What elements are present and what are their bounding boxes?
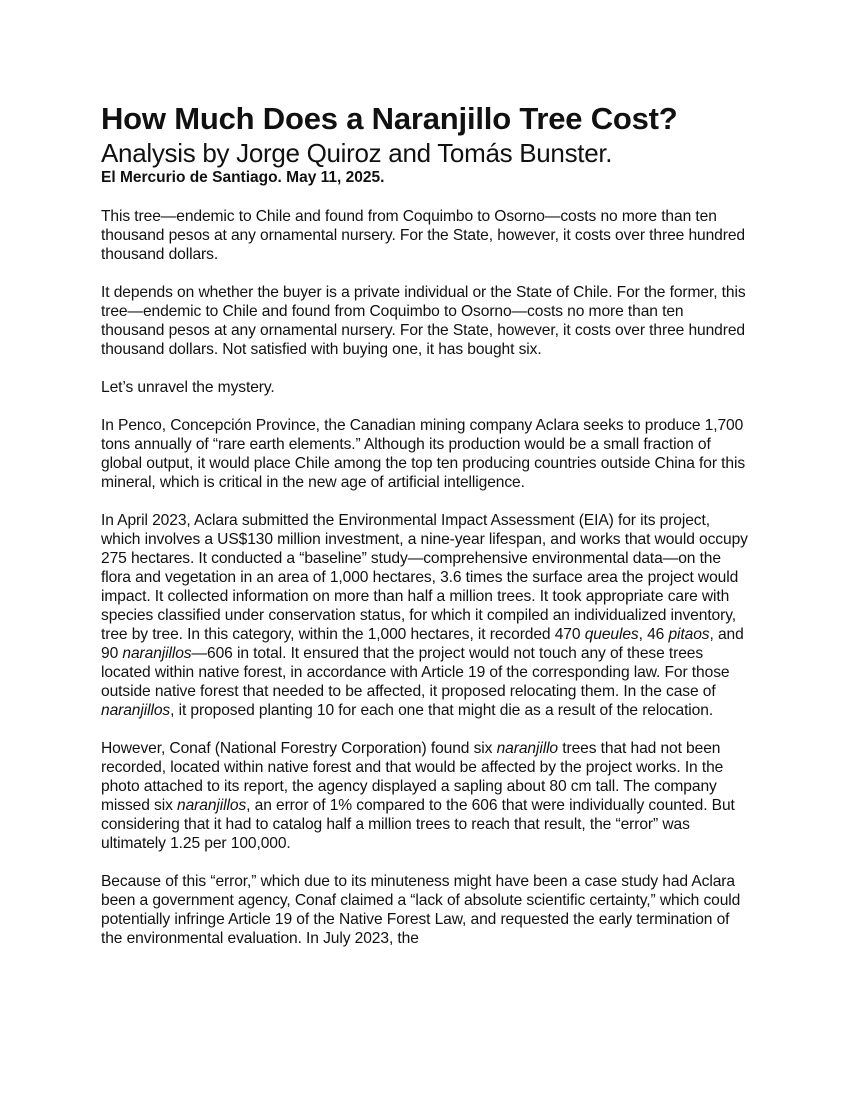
paragraph-5-text-c: , and 90 <box>101 626 744 662</box>
paragraph-5-text-a: In April 2023, Aclara submitted the Environmental Impact Assessment (EIA) for its project, which involves a US$130 million investment, a nine-year lifespan, and works that would occupy 275 hectares. It conducted a “baseline” study—comprehensive environmental data—on the flora and vegetation in an area of 1,000 hectares, 3.6 times the surface area the project would impact. It collected information on more than half a million trees. It took appropriate care with species classified under conservation status, for which it compiled an individualized inventory, tree by tree. In this category, within the 1,000 hectares, it recorded 470 <box>101 512 748 643</box>
article-subtitle: Analysis by Jorge Quiroz and Tomás Bunster. <box>101 138 613 168</box>
paragraph-3: Let’s unravel the mystery. <box>101 379 275 396</box>
species-naranjillos: naranjillos <box>101 702 171 719</box>
species-queules: queules <box>584 626 639 643</box>
paragraph-7: Because of this “error,” which due to its minuteness might have been a case study had Aclara been a government agency, Conaf claimed a “lack of absolute scientific certainty,” which could potentially infringe Article 19 of the Native Forest Law, and requested the early termination of the environmental evaluation. In July 2023, the <box>101 873 741 947</box>
paragraph-6-text-c: , an error of 1% compared to the 606 that were individually counted. But considering that it had to catalog half a million trees to reach that result, the “error” was ultimately 1.25 per 100,000. <box>101 797 735 852</box>
paragraph-5-text-b: , 46 <box>638 626 669 643</box>
paragraph-6-text-a: However, Conaf (National Forestry Corporation) found six <box>101 740 497 757</box>
paragraph-6 <box>101 739 751 853</box>
species-naranjillos: naranjillos <box>122 645 192 662</box>
species-naranjillos: naranjillos <box>177 797 247 814</box>
paragraph-5 <box>101 511 751 720</box>
paragraph-4: In Penco, Concepción Province, the Canadian mining company Aclara seeks to produce 1,700 tons annually of “rare earth elements.” Although its production would be a small fraction of global output, it would place Chile among the top ten producing countries outside China for this mineral, which is critical in the new age of artificial intelligence. <box>101 417 746 491</box>
paragraph-1: This tree—endemic to Chile and found from Coquimbo to Osorno—costs no more than ten thousand pesos at any ornamental nursery. For the State, however, it costs over three hundred thousand dollars. <box>101 208 745 263</box>
paragraph-5-text-d: —606 in total. It ensured that the project would not touch any of these trees located within native forest, in accordance with Article 19 of the corresponding law. For those outside native forest that needed to be affected, it proposed relocating them. In the case of <box>101 645 730 700</box>
paragraph-6-text-b: trees that had not been recorded, located within native forest and that would be affected by the project works. In the photo attached to its report, the agency displayed a sapling about 80 cm tall. The company missed six <box>101 740 724 814</box>
paragraph-2: It depends on whether the buyer is a private individual or the State of Chile. For the former, this tree—endemic to Chile and found from Coquimbo to Osorno—costs no more than ten thousand pesos at any ornamental nursery. For the State, however, it costs over three hundred thousand dollars. Not satisfied with buying one, it has bought six. <box>101 284 746 358</box>
article-title: How Much Does a Naranjillo Tree Cost? <box>101 101 678 136</box>
article-byline: El Mercurio de Santiago. May 11, 2025. <box>101 169 385 186</box>
article <box>101 100 751 967</box>
paragraph-5-text-e: , it proposed planting 10 for each one that might die as a result of the relocation. <box>170 702 714 719</box>
species-pitaos: pitaos <box>668 626 710 643</box>
species-naranjillo: naranjillo <box>496 740 559 757</box>
